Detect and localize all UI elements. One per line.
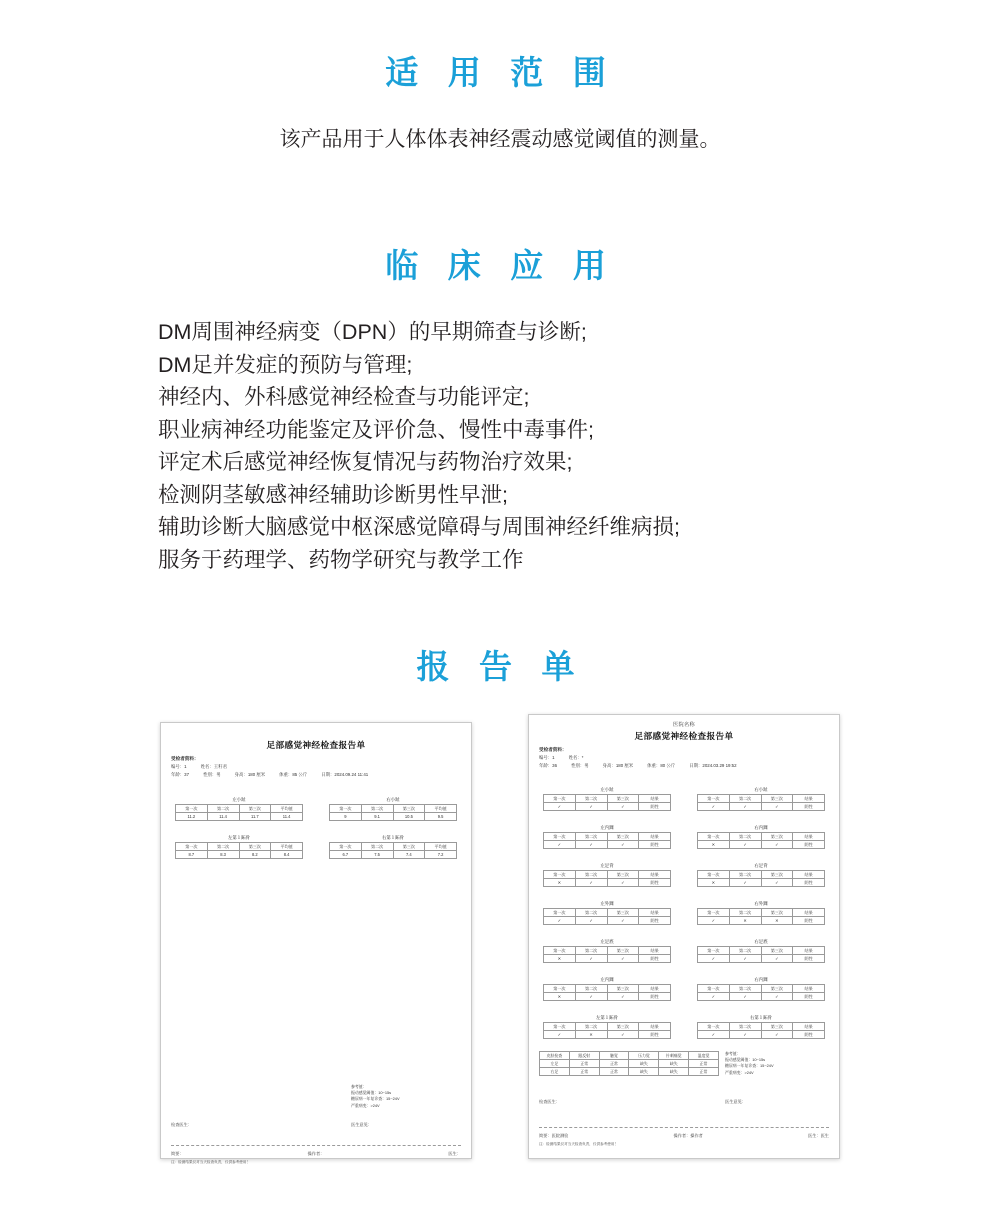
block-title: 左内踝 [600,977,614,982]
cell-value: ✕ [575,1031,607,1039]
block-title: 右第１跖骨 [750,1015,772,1020]
col-header: 第一次 [698,985,730,993]
col-header: 第三次 [239,843,271,851]
cell-value: ✓ [698,955,730,963]
report-sheet-left [160,722,472,1164]
col-header: 第二次 [729,871,761,879]
divider [171,1145,461,1146]
reference-line: 糖尿病一年复诊查：15~24V [725,1063,774,1069]
block-title: 右足背 [754,863,768,868]
subject-info-line-2 [539,763,839,769]
col-header: 第二次 [729,833,761,841]
check-table [543,794,671,811]
cell-value: ✕ [698,841,730,849]
block-title: 右第１跖骨 [382,835,404,840]
field-height: 身高：180 厘米 [234,772,266,777]
check-row-5 [543,939,825,963]
footer-note: 注：检测结果仅对当天检查负责，仅供参考使用！ [539,1142,619,1146]
cell-result: 阴性 [639,879,671,887]
cell-value: ✓ [575,955,607,963]
cell-value: ✕ [698,879,730,887]
list-item: 职业病神经功能鉴定及评价急、慢性中毒事件; [158,417,594,442]
col-header: 第二次 [575,909,607,917]
block-title: 左内踝 [600,825,614,830]
cell-result: 阴性 [793,955,825,963]
check-block [543,1015,671,1039]
col-header: 第一次 [330,843,362,851]
cell-value: ✕ [544,955,576,963]
cell-value: 缺失 [659,1060,689,1068]
cell-value: ✓ [729,803,761,811]
cell-value: ✓ [607,841,639,849]
col-header: 温度觉 [689,1052,719,1060]
cell-result: 阴性 [793,1031,825,1039]
cell-value: ✓ [544,1031,576,1039]
block-title: 左第１跖骨 [228,835,250,840]
cell-value: 正常 [569,1060,599,1068]
col-header: 第一次 [544,985,576,993]
check-row-3 [543,863,825,887]
check-block [697,901,825,925]
check-block [543,939,671,963]
measure-block [175,835,303,859]
footer-note: 注：检测结果仅对当天检查负责，仅供参考使用！ [171,1160,251,1164]
col-header: 结果 [793,795,825,803]
col-header: 结果 [793,985,825,993]
list-item: 服务于药理学、药物学研究与教学工作 [158,547,524,572]
field-name: 姓名：王籽君 [200,764,227,769]
col-header: 第一次 [544,909,576,917]
check-table [543,908,671,925]
cell-value: ✓ [698,917,730,925]
cell-result: 阴性 [639,841,671,849]
field-date: 日期：2024.03.29 19:52 [689,763,737,768]
cell-value: ✓ [575,841,607,849]
check-row-1 [543,787,825,811]
report-sheet-right [528,714,840,1159]
reference-line: 参考值： [725,1051,741,1056]
cell-value: ✓ [544,917,576,925]
block-title: 右小趾 [386,797,400,802]
col-header: 结果 [793,833,825,841]
check-block [543,977,671,1001]
col-header: 结果 [639,947,671,955]
cell-value: ✓ [729,1031,761,1039]
row-label: 左足 [540,1060,570,1068]
cell-value: ✓ [729,841,761,849]
cell-result: 阴性 [793,803,825,811]
col-header: 结果 [639,985,671,993]
check-table [697,870,825,887]
cell-value: ✓ [698,993,730,1001]
cell-result: 阴性 [639,917,671,925]
cell-value: 正常 [689,1068,719,1076]
list-item: DM足并发症的预防与管理; [158,352,413,377]
subject-label: 受检者资料： [539,747,567,752]
col-header: 平均值 [271,805,303,813]
check-block [543,901,671,925]
col-header: 第一次 [698,795,730,803]
cell-value: ✓ [698,1031,730,1039]
col-header: 第三次 [761,871,793,879]
measure-row-1 [175,797,457,821]
col-header: 压力觉 [629,1052,659,1060]
col-header: 第二次 [207,805,239,813]
cell-value: 缺失 [629,1060,659,1068]
block-title: 右小趾 [754,787,768,792]
block-title: 左第１跖骨 [596,1015,618,1020]
col-header: 第二次 [729,795,761,803]
col-header: 第三次 [239,805,271,813]
cell-value: 正常 [599,1068,629,1076]
col-header: 触觉 [599,1052,629,1060]
col-header: 第一次 [698,909,730,917]
check-table [543,984,671,1001]
col-header: 第二次 [575,985,607,993]
report-title: 足部感觉神经检查报告单 [634,731,734,741]
col-header: 结果 [639,833,671,841]
table-row [540,1068,719,1076]
operator-label: 操作者： [673,1133,691,1138]
cell-value: 7.4 [393,851,425,859]
block-title: 左小趾 [600,787,614,792]
cell-value: 11.7 [239,813,271,821]
check-table [543,832,671,849]
check-table [697,1022,825,1039]
clinical-application-list [158,316,858,576]
cell-value: ✓ [729,955,761,963]
cell-value: 8.7 [176,851,208,859]
check-table [697,794,825,811]
col-header: 皮肤检查 [540,1052,570,1060]
list-item: 辅助诊断大脑感觉中枢深感觉障碍与周围神经纤维病损; [158,515,680,539]
doctor-opinion-label: 医生意见： [351,1122,372,1127]
block-title: 左足底 [600,939,614,944]
field-gender: 性别：男 [203,772,221,777]
cell-value: ✓ [607,1031,639,1039]
remark-label: 简要： [539,1133,552,1138]
cell-value: ✓ [761,841,793,849]
col-header: 第三次 [761,985,793,993]
check-table [543,1022,671,1039]
col-header: 第二次 [575,1023,607,1031]
cell-value: 11.2 [176,813,208,821]
cell-value: ✓ [761,993,793,1001]
check-block [697,825,825,849]
col-header: 结果 [793,871,825,879]
reference-line: 严重病变：>24V [725,1069,754,1075]
block-title: 右内踝 [754,825,768,830]
cell-value: 8.3 [207,851,239,859]
cell-value: ✓ [607,993,639,1001]
col-header: 第一次 [544,947,576,955]
table-row [540,1060,719,1068]
cell-value: ✓ [575,879,607,887]
doctor-value: 医生 [820,1133,829,1138]
col-header: 结果 [793,909,825,917]
col-header: 第三次 [761,833,793,841]
col-header: 第三次 [607,947,639,955]
col-header: 第二次 [361,805,393,813]
cell-value: 11.4 [271,813,303,821]
col-header: 第二次 [575,871,607,879]
col-header: 平均值 [425,843,457,851]
check-block [697,939,825,963]
cell-value: ✓ [761,803,793,811]
measure-table [175,842,303,859]
cell-value: 正常 [599,1060,629,1068]
exam-table [539,1051,719,1076]
col-header: 第三次 [607,985,639,993]
section-heading-scope: 适 用 范 围 [385,53,615,92]
subject-label: 受检者资料： [171,756,199,761]
clinic-name: 医院名称 [673,722,695,728]
foot-exam-table [539,1051,719,1076]
measure-block [175,797,303,821]
field-weight: 体重：80 公斤 [647,763,676,768]
col-header: 第三次 [607,795,639,803]
cell-value: ✓ [607,879,639,887]
subject-info-line-1 [171,764,471,770]
field-age: 年龄：36 [539,763,558,768]
check-table [697,908,825,925]
subject-info-line-1 [539,755,839,761]
col-header: 第二次 [575,795,607,803]
cell-value: ✓ [729,993,761,1001]
col-header: 第三次 [393,843,425,851]
cell-value: ✓ [607,955,639,963]
col-header: 第二次 [207,843,239,851]
col-header: 结果 [639,871,671,879]
inspector-label: 检查医生： [171,1122,192,1127]
remark-value: 医院测验 [551,1133,569,1138]
cell-value: ✕ [761,917,793,925]
block-title: 左足背 [600,863,614,868]
check-block [697,977,825,1001]
col-header: 第二次 [729,1023,761,1031]
doctor-field [808,1133,829,1139]
col-header: 平均值 [425,805,457,813]
reference-line: 糖尿病一年复诊查：15~24V [351,1096,400,1102]
cell-value: ✓ [698,803,730,811]
col-header: 第二次 [729,909,761,917]
footer-line [539,1133,829,1139]
col-header: 第一次 [698,833,730,841]
col-header: 第一次 [698,871,730,879]
cell-value: ✓ [575,917,607,925]
cell-value: ✓ [729,879,761,887]
check-row-6 [543,977,825,1001]
col-header: 第三次 [761,795,793,803]
cell-value: 11.4 [207,813,239,821]
field-name: 姓名：* [568,755,584,760]
doctor-label: 医生： [808,1133,821,1138]
col-header: 第三次 [393,805,425,813]
check-table [697,946,825,963]
block-title: 右足底 [754,939,768,944]
section-heading-report: 报 告 单 [416,647,584,686]
check-block [543,825,671,849]
reference-line: 振动感觉阈值：10~15s [725,1057,766,1063]
col-header: 结果 [639,909,671,917]
reference-values [725,1051,774,1076]
cell-value: ✓ [575,993,607,1001]
field-date: 日期：2024.09.24 11:41 [321,772,369,777]
field-height: 身高：180 厘米 [602,763,634,768]
measure-block [329,835,457,859]
measure-table [329,804,457,821]
cell-value: 7.2 [425,851,457,859]
col-header: 第二次 [575,947,607,955]
cell-value: ✓ [761,1031,793,1039]
cell-value: 8.4 [271,851,303,859]
cell-value: ✓ [544,803,576,811]
check-row-4 [543,901,825,925]
cell-result: 阴性 [639,1031,671,1039]
cell-value: 缺失 [659,1068,689,1076]
col-header: 结果 [639,1023,671,1031]
reference-values [351,1084,400,1109]
cell-value: 10.5 [393,813,425,821]
cell-value: 正常 [569,1068,599,1076]
field-id: 编号：1 [171,764,187,769]
cell-result: 阴性 [639,993,671,1001]
cell-value: 9.5 [425,813,457,821]
cell-value: 缺失 [629,1068,659,1076]
col-header: 第一次 [330,805,362,813]
col-header: 第二次 [575,833,607,841]
list-item: 检测阴茎敏感神经辅助诊断男性早泄; [158,482,508,507]
inspector-label: 检查医生： [539,1099,560,1104]
doctor-label: 医生： [448,1151,461,1156]
check-table [543,946,671,963]
cell-value: ✓ [544,841,576,849]
cell-value: 9 [330,813,362,821]
col-header: 第二次 [729,985,761,993]
check-block [697,787,825,811]
list-item: 评定术后感觉神经恢复情况与药物治疗效果; [158,450,573,474]
reference-line: 振动感觉阈值：10~15s [351,1090,392,1096]
field-weight: 体重：85 公斤 [279,772,308,777]
col-header: 第一次 [544,871,576,879]
report-title: 足部感觉神经检查报告单 [266,740,366,750]
block-title: 右内踝 [754,977,768,982]
section-heading-clinical: 临 床 应 用 [385,246,615,285]
col-header: 第一次 [176,805,208,813]
measure-row-2 [175,835,457,859]
col-header: 结果 [639,795,671,803]
cell-value: ✓ [607,917,639,925]
col-header: 平均值 [271,843,303,851]
cell-value: ✕ [544,879,576,887]
col-header: 第一次 [698,947,730,955]
cell-value: ✕ [544,993,576,1001]
footer-line [171,1151,461,1157]
list-item: DM周围神经病变（DPN）的早期筛查与诊断; [158,320,587,344]
measure-table [175,804,303,821]
cell-value: ✓ [607,803,639,811]
scope-paragraph: 该产品用于人体体表神经震动感觉阈值的测量。 [279,128,721,151]
col-header: 第一次 [176,843,208,851]
col-header: 第三次 [607,871,639,879]
col-header: 第三次 [761,947,793,955]
remark-field [539,1133,568,1139]
remark-label: 简要： [171,1151,184,1156]
cell-value: ✓ [761,879,793,887]
col-header: 跟反射 [569,1052,599,1060]
col-header: 第三次 [761,1023,793,1031]
col-header: 第三次 [607,833,639,841]
check-block [697,863,825,887]
reference-line: 严重病变：>24V [351,1102,380,1108]
check-row-2 [543,825,825,849]
cell-result: 阴性 [793,879,825,887]
check-table [697,984,825,1001]
col-header: 第三次 [761,909,793,917]
col-header: 针刺痛觉 [659,1052,689,1060]
col-header: 第一次 [698,1023,730,1031]
divider [539,1127,829,1128]
col-header: 结果 [793,1023,825,1031]
cell-result: 阴性 [639,803,671,811]
check-block [543,787,671,811]
measure-table [329,842,457,859]
cell-value: 9.1 [361,813,393,821]
col-header: 第三次 [607,909,639,917]
operator-label: 操作者： [307,1151,325,1156]
col-header: 第一次 [544,1023,576,1031]
operator-value: 操作者 [690,1133,703,1138]
col-header: 第一次 [544,795,576,803]
block-title: 右外踝 [754,901,768,906]
col-header: 结果 [793,947,825,955]
field-age: 年龄：37 [171,772,190,777]
check-row-7 [543,1015,825,1039]
check-block [697,1015,825,1039]
check-table [543,870,671,887]
cell-result: 阴性 [793,993,825,1001]
col-header: 第二次 [361,843,393,851]
cell-value: 6.7 [330,851,362,859]
list-item: 神经内、外科感觉神经检查与功能评定; [158,385,530,409]
field-id: 编号：1 [539,755,555,760]
cell-value: 8.2 [239,851,271,859]
cell-value: ✓ [575,803,607,811]
cell-result: 阴性 [639,955,671,963]
cell-value: 7.5 [361,851,393,859]
block-title: 左外踝 [600,901,614,906]
cell-result: 阴性 [793,841,825,849]
cell-value: ✕ [729,917,761,925]
operator-field [674,1133,703,1139]
col-header: 第一次 [544,833,576,841]
measure-block [329,797,457,821]
cell-value: 正常 [689,1060,719,1068]
reference-line: 参考值： [351,1084,367,1089]
field-gender: 性别：男 [571,763,589,768]
check-table [697,832,825,849]
cell-result: 阴性 [793,917,825,925]
col-header: 第二次 [729,947,761,955]
cell-value: ✓ [761,955,793,963]
row-label: 右足 [540,1068,570,1076]
check-block [543,863,671,887]
doctor-opinion-label: 医生意见： [725,1099,746,1104]
col-header: 第三次 [607,1023,639,1031]
block-title: 左小趾 [232,797,246,802]
subject-info-line-2 [171,772,471,778]
